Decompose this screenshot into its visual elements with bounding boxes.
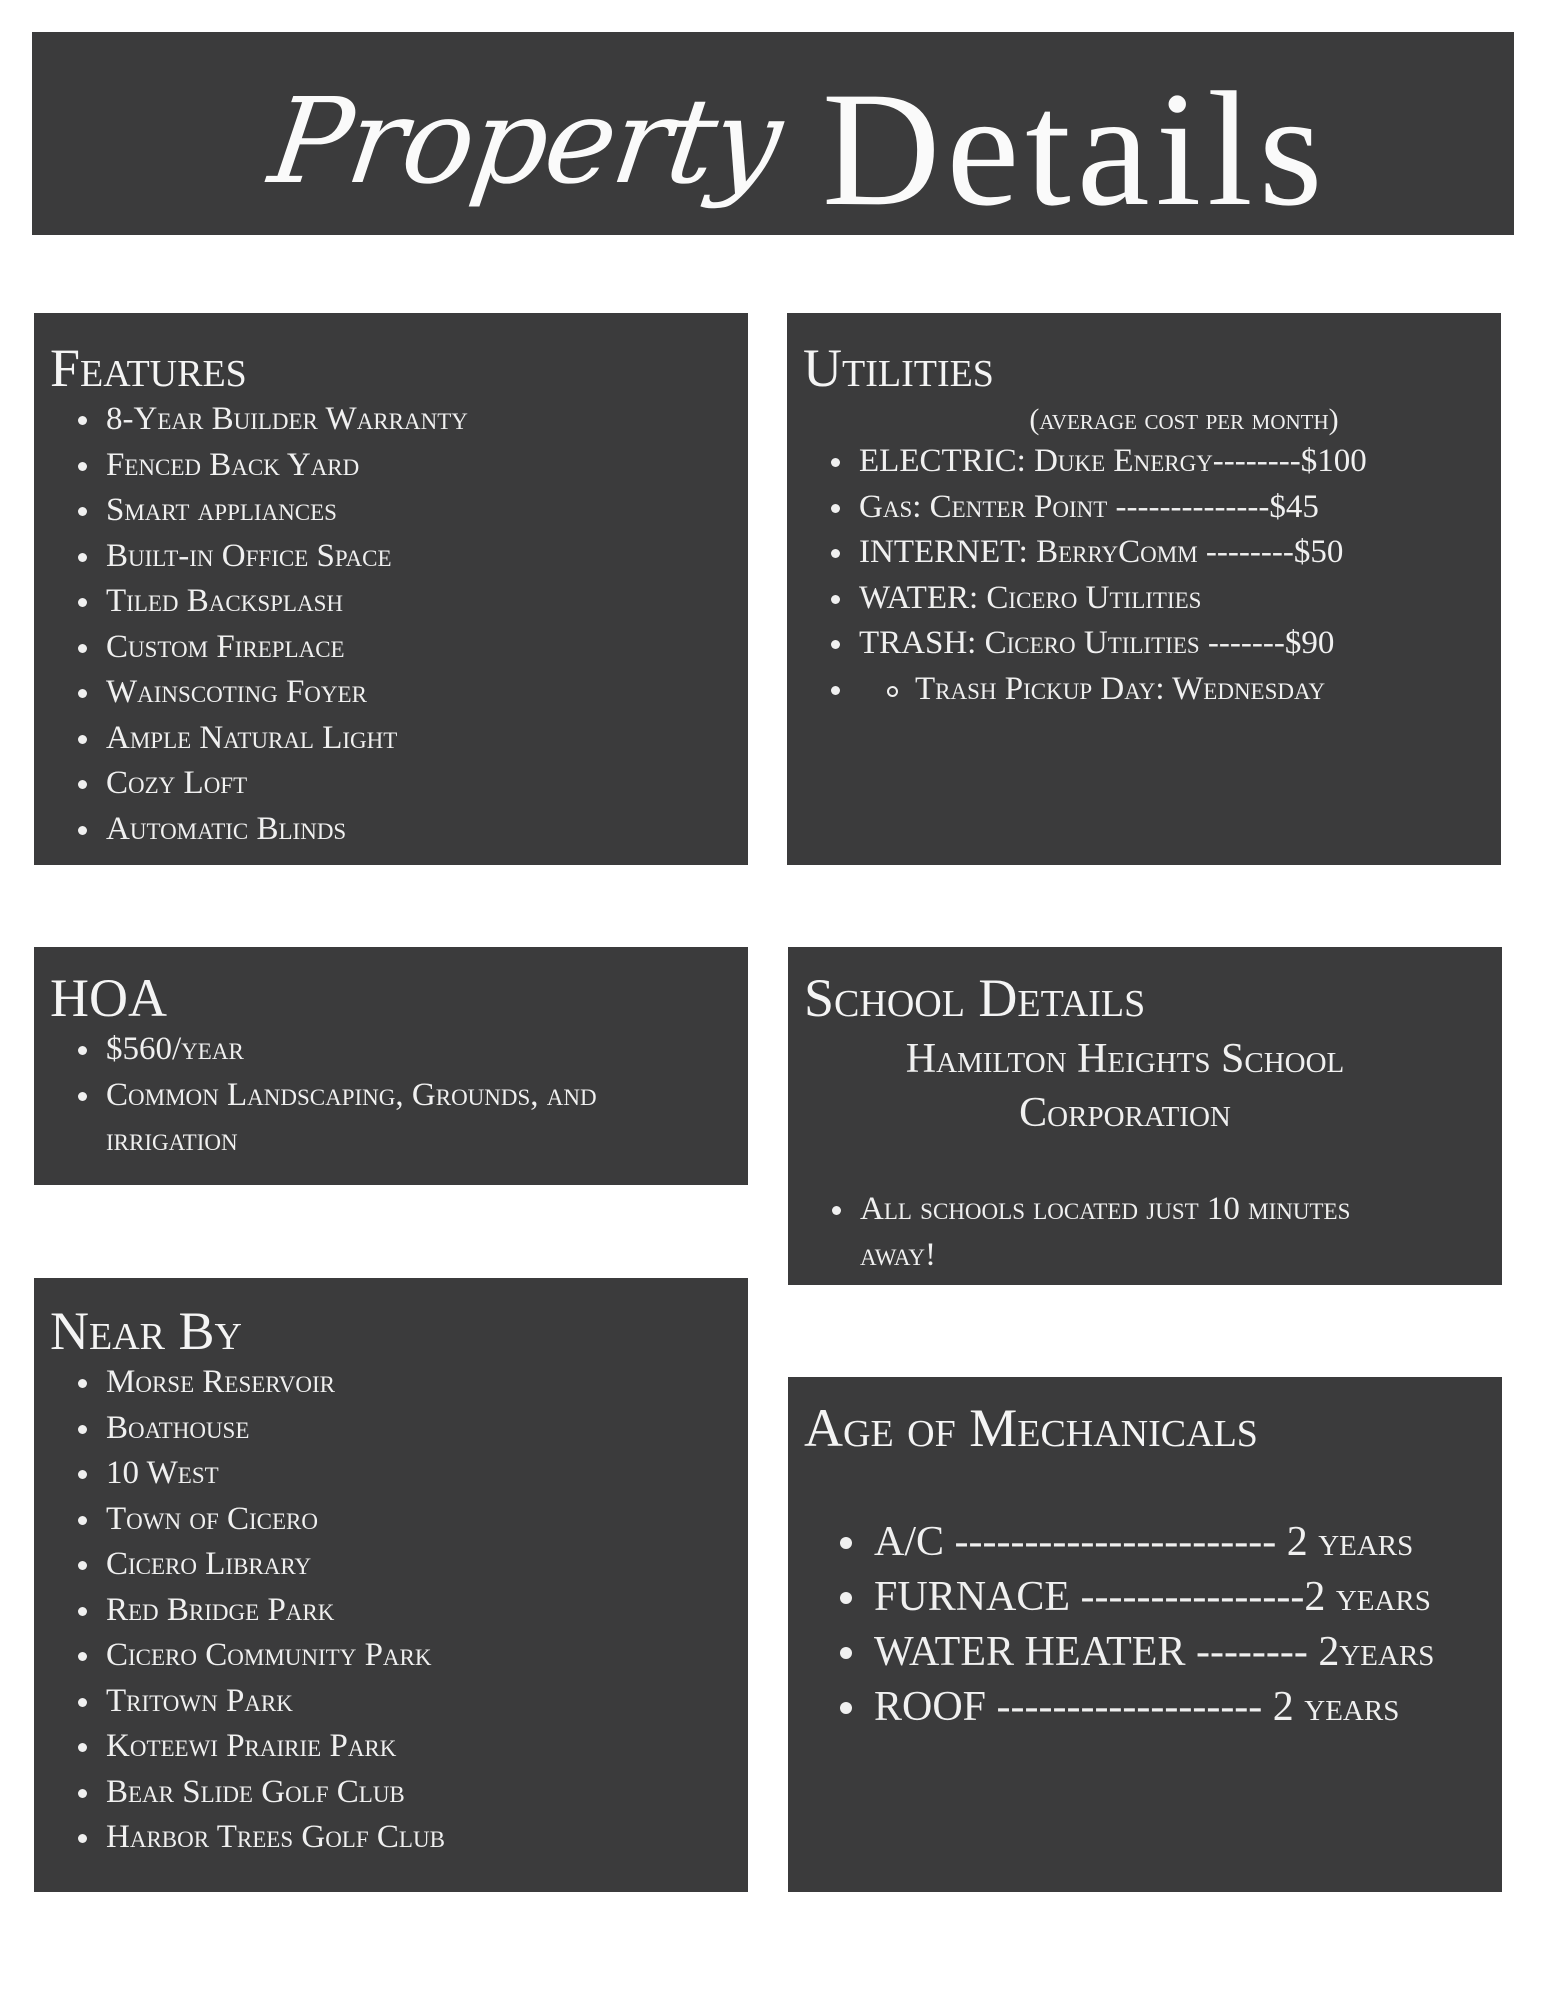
- list-item: Cozy Loft: [106, 761, 468, 807]
- list-item: Smart appliances: [106, 488, 468, 534]
- sub-list-item: Trash Pickup Day: Wednesday: [915, 667, 1367, 713]
- list-item: Built-in Office Space: [106, 534, 468, 580]
- features-heading: Features: [50, 338, 247, 398]
- list-item: Morse Reservoir: [106, 1360, 445, 1406]
- list-item: Bear Slide Golf Club: [106, 1770, 445, 1816]
- list-item: Boathouse: [106, 1406, 445, 1452]
- mechanicals-list: [818, 1515, 1434, 1735]
- features-list: [50, 397, 468, 852]
- list-item: INTERNET: BerryComm --------$50: [859, 530, 1367, 576]
- list-item: Harbor Trees Golf Club: [106, 1815, 445, 1861]
- list-item: Cicero Library: [106, 1542, 445, 1588]
- sub-list-container: [859, 667, 1367, 713]
- list-item: FURNACE ----------------2 years: [874, 1570, 1434, 1625]
- list-item: Tiled Backsplash: [106, 579, 468, 625]
- school-panel: [788, 947, 1502, 1285]
- list-item: Automatic Blinds: [106, 807, 468, 853]
- utilities-heading: Utilities: [803, 338, 994, 398]
- utilities-note: (average cost per month): [1029, 403, 1339, 436]
- list-item: Cicero Community Park: [106, 1633, 445, 1679]
- hoa-heading: HOA: [50, 968, 167, 1028]
- list-item: Fenced Back Yard: [106, 443, 468, 489]
- list-item: Common Landscaping, Grounds, and irrigation: [106, 1073, 706, 1164]
- list-item: 10 West: [106, 1451, 445, 1497]
- list-item: $560/year: [106, 1027, 706, 1073]
- school-heading: School Details: [804, 968, 1146, 1028]
- nearby-heading: Near By: [50, 1301, 242, 1361]
- list-item: Custom Fireplace: [106, 625, 468, 671]
- features-panel: [34, 313, 748, 865]
- list-item: All schools located just 10 minutes away!: [860, 1187, 1420, 1278]
- nearby-list: [50, 1360, 445, 1861]
- list-item: TRASH: Cicero Utilities -------$90: [859, 621, 1367, 667]
- school-list: [804, 1187, 1420, 1278]
- utilities-sub-list: [859, 667, 1367, 713]
- list-item: WATER: Cicero Utilities: [859, 576, 1367, 622]
- page-title: Details: [822, 59, 1329, 240]
- school-name-line2: Corporation: [1019, 1090, 1231, 1136]
- list-item: 8-Year Builder Warranty: [106, 397, 468, 443]
- list-item: Gas: Center Point --------------$45: [859, 485, 1367, 531]
- list-item: A/C ----------------------- 2 years: [874, 1515, 1434, 1570]
- list-item: ELECTRIC: Duke Energy--------$100: [859, 439, 1367, 485]
- title-banner: [32, 32, 1514, 240]
- list-item: Ample Natural Light: [106, 716, 468, 762]
- nearby-panel: [34, 1278, 748, 1892]
- list-item: Town of Cicero: [106, 1497, 445, 1543]
- utilities-list: [803, 439, 1367, 712]
- list-item: Tritown Park: [106, 1679, 445, 1725]
- hoa-panel: [34, 947, 748, 1185]
- utilities-panel: [787, 313, 1501, 865]
- mechanicals-heading: Age of Mechanicals: [804, 1398, 1258, 1458]
- list-item: Wainscoting Foyer: [106, 670, 468, 716]
- school-name-line1: Hamilton Heights School: [905, 1036, 1345, 1082]
- mechanicals-panel: [788, 1377, 1502, 1892]
- list-item: ROOF ------------------- 2 years: [874, 1680, 1434, 1735]
- title-script: Property: [262, 72, 789, 210]
- hoa-list: [50, 1027, 706, 1164]
- list-item: Koteewi Prairie Park: [106, 1724, 445, 1770]
- list-item: WATER HEATER -------- 2years: [874, 1625, 1434, 1680]
- list-item: Red Bridge Park: [106, 1588, 445, 1634]
